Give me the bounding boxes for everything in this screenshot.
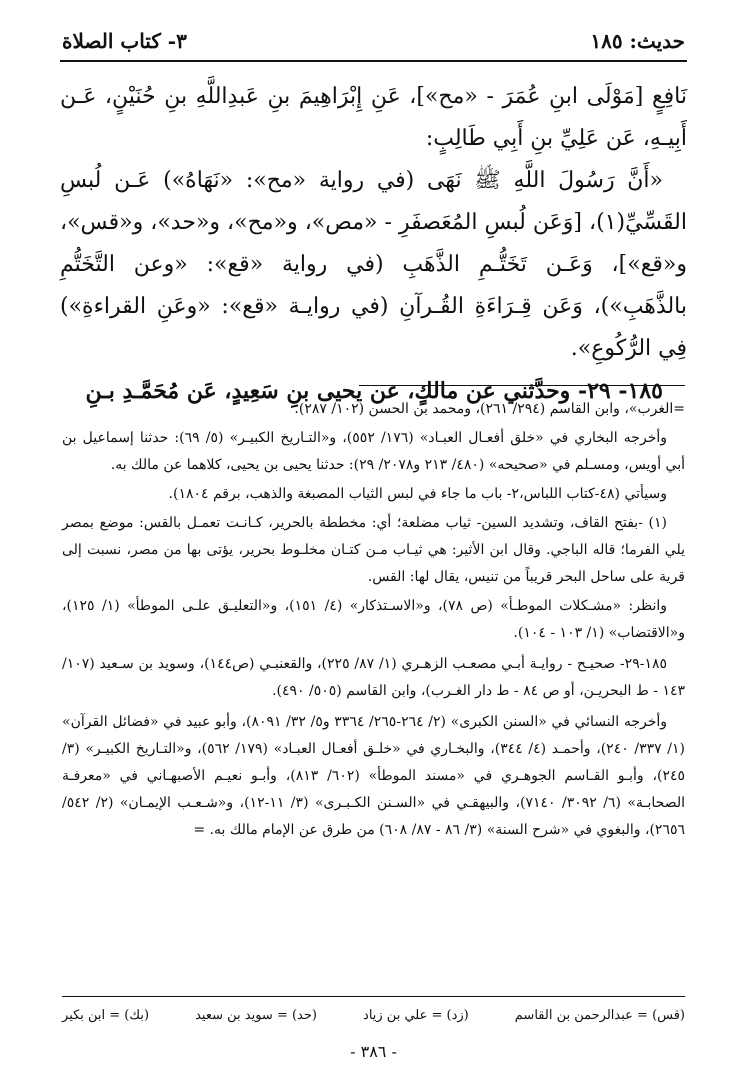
- main-text: [60, 76, 687, 412]
- footnote-paragraph: ١٨٥-٢٩- صحيـح - روايـة أبـي مصعـب الزهـري (١/ ٨٧/ ٢٢٥)، والقعنبـي (ص١٤٤)، وسويد بن سـعيد (١٠٧/ ١٤٣ - ط البحريـن، أو ص ٨٤ - ط دار الغـرب)، وابن القاسم (٥٠٥/ ٤٩٠).: [62, 656, 685, 699]
- main-paragraph: نَافِعٍ [مَوْلَى ابنِ عُمَرَ - «مح»]، عَنِ إِبْرَاهِيمَ بنِ عَبدِاللَّهِ بنِ حُنَيْنٍ، عَـن أَبِيـهِ، عَن عَلِيِّ بنِ أَبِي طَالِبٍ:: [60, 84, 687, 151]
- chapter-title-header: ٣- كتاب الصلاة: [62, 29, 187, 53]
- abbreviation-item: (حد) = سويد بن سعيد: [195, 1007, 317, 1023]
- page-number: - ٣٨٦ -: [350, 1042, 397, 1061]
- footnote-paragraph: وسيأتي (٤٨-كتاب اللباس،٢- باب ما جاء في لبس الثياب المصبغة والذهب، برقم ١٨٠٤).: [168, 486, 667, 502]
- footnotes: [62, 396, 685, 846]
- abbreviations-divider: [62, 996, 685, 997]
- header-divider: [60, 60, 687, 62]
- abbreviations-legend: [62, 1004, 685, 1026]
- abbreviation-item: (قس) = عبدالرحمن بن القاسم: [514, 1007, 685, 1023]
- footnote-divider: [359, 385, 685, 386]
- abbreviation-item: (زد) = علي بن زياد: [363, 1007, 469, 1023]
- hadith-185-start: ١٨٥- ٢٩- وحدَّثني عن مالكٍ، عن يحيى بنِ سَعِيدٍ، عَن مُحَمَّـدِ بـنِ: [85, 378, 663, 404]
- main-paragraph: «أَنَّ رَسُولَ اللَّهِ ﷺ نَهَى (في رواية «مح»: «نَهَاهُ») عَـن لُبسِ القَسِّيِّ(١)، [وَعَن لُبسِ المُعَصفَرِ - «مص»، و«مح»، و«حد»، و«قس»، و«قع»]، وَعَـن تَخَتُّـمِ الذَّهَبِ (في رواية «قع»: «وعن التَّخَتُّمِ بالذَّهَبِ»)، وَعَن قِـرَاءَةِ القُـرآنِ (في روايـة «قع»: «وعَنِ القراءةِ») فِي الرُّكُوعِ».: [60, 168, 687, 361]
- footnote-paragraph: وأخرجه البخاري في «خلق أفعـال العبـاد» (١٧٦/ ٥٥٢)، و«التـاريخ الكبيـر» (٥/ ٦٩): حدثنا إسماعيل بن أبي أويس، ومسـلم في «صحيحه» (٤٨٠/ ٢١٣ و٢٠٧٨/ ٢٩): حدثنا يحيى بن يحيى، كلاهما عن مالك به.: [62, 430, 685, 473]
- footnote-paragraph: (١) -بفتح القاف، وتشديد السين- ثياب مضلعة؛ أي: مخططة بالحرير، كـانـت تعمـل بالقس: موضع بمصر يلي الفرما؛ قاله الباجي. وقال ابن الأثير: هي ثيـاب مـن كتـان مخلـوط بحرير، يؤتى بها من مصر، نسبت إلى قرية على ساحل البحر قريباً من تنيس، يقال لها: القس.: [62, 515, 685, 585]
- footnote-paragraph: =الغرب»، وابن القاسم (٢٩٤/ ٢٦١)، ومحمد بن الحسن (١٠٢/ ٢٨٧).: [294, 401, 685, 417]
- hadith-number-header: حديث: ١٨٥: [590, 29, 685, 53]
- page-header: [62, 24, 685, 58]
- footnote-paragraph: وانظر: «مشـكلات الموطـأ» (ص ٧٨)، و«الاسـتذكار» (٤/ ١٥١)، و«التعليـق علـى الموطأ» (١/ ١٢٥)، و«الاقتضاب» (١/ ١٠٣ - ١٠٤).: [62, 598, 685, 641]
- abbreviation-item: (بك) = ابن بكير: [62, 1007, 150, 1023]
- footnote-paragraph: وأخرجه النسائي في «السنن الكبرى» (٢/ ٢٦٤-٢٦٥/ ٣٣٦٤ و٥/ ٣٢/ ٨٠٩١)، وأبو عبيد في «فضائل القرآن» (١/ ٣٣٧/ ٢٤٠)، وأحمـد (٤/ ٣٤٤)، والبخـاري في «خلـق أفعـال العبـاد» (١٧٩/ ٥٦٢)، و«التـاريخ الكبيـر» (٣/ ٢٤٥)، وأبـو القـاسم الجوهـري في «مسند الموطأ» (٦٠٢/ ٨١٣)، وأبـو نعيـم الأصبهـاني في «معرفـة الصحابـة» (٦/ ٣٠٩٢/ ٧١٤٠)، والبيهقـي في «السـنن الكـبـرى» (٣/ ١١-١٢)، و«شـعـب الإيمـان» (٢/ ٥٤٢/ ٢٦٥٦)، والبغوي في «شرح السنة» (٣/ ٨٦ - ٨٧/ ٦٠٨) من طرق عن الإمام مالك به. =: [62, 714, 686, 838]
